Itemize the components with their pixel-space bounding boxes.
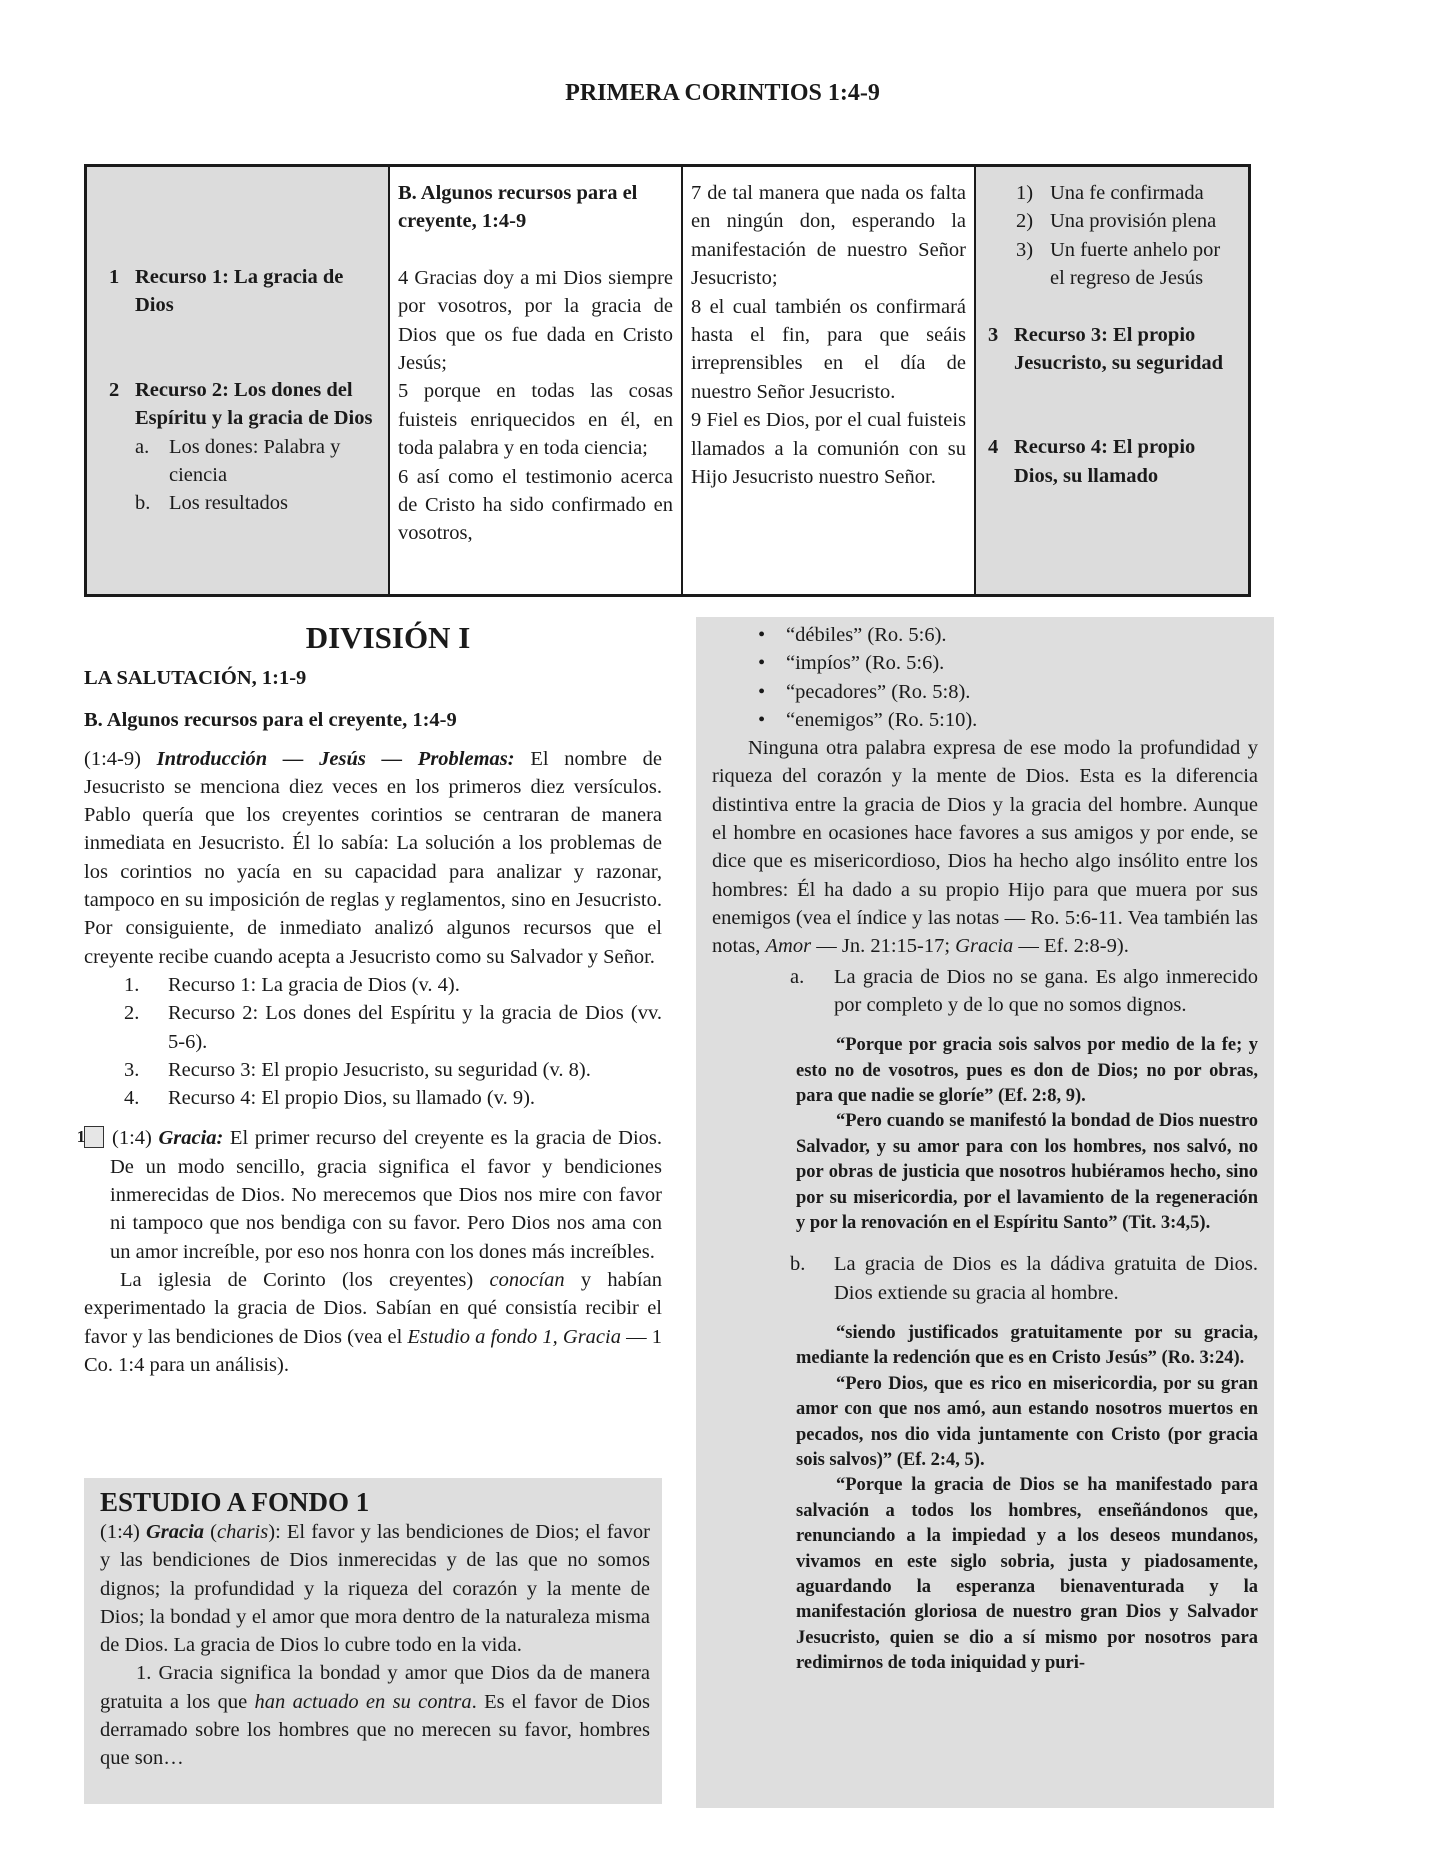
outline-subpoint: b. Los resultados xyxy=(135,492,288,515)
note-paragraph: 1 (1:4) Gracia: El primer recurso del creyente es la gracia de Dios. De un modo sencillo, gracia significa el favor y bendiciones inmerecidas de Dios. No merecemos que Dios nos mire con favor ni tampoco que nos bendiga con su favor. Pero Dios nos ama con un amor increíble, por eso nos honra con los dones más increíbles. xyxy=(76,1127,662,1263)
division-heading: DIVISIÓN I xyxy=(305,620,471,655)
scripture-verse: 5 porque en todas las cosas fuisteis enriquecidos en él, en toda palabra y en toda ciencia; xyxy=(398,380,673,460)
outline-column-scripture xyxy=(388,167,681,594)
left-column xyxy=(76,618,662,1379)
bullet-icon: • xyxy=(758,652,766,675)
outline-subpoint: 2) Una provisión plena xyxy=(1016,210,1217,233)
scripture-verse: 9 Fiel es Dios, por el cual fuisteis llamados a la comunión con su Hijo Jesucristo nuestro Señor. xyxy=(691,409,966,489)
resource-list-item: 4. Recurso 4: El propio Dios, su llamado (v. 9). xyxy=(124,1087,536,1110)
deeper-study-box xyxy=(84,1478,662,1804)
outline-subpoint: 1) Una fe confirmada xyxy=(1016,182,1204,204)
resource-list-item: 1. Recurso 1: La gracia de Dios (v. 4). xyxy=(124,973,460,996)
scripture-quote-block xyxy=(712,1033,1258,1236)
scripture-quote: “Porque la gracia de Dios se ha manifestado para salvación a todos los hombres, enseñándonos que, renunciando a la impiedad y a los deseos mundanos, vivamos en este siglo sobria, justa y piadosamente, aguardando la esperanza bienaventurada y la manifestación gloriosa de nuestro gran Dios y Salvador Jesucristo, quien se dio a sí mismo por nosotros para redimirnos de toda iniquidad y puri- xyxy=(796,1475,1258,1674)
scripture-quote: “Pero Dios, que es rico en misericordia, por su gran amor con que nos amó, aun estando nosotros muertos en pecados, nos dio vida juntamente con Cristo (por gracia sois salvos)” (Ef. 2:4, 5). xyxy=(796,1373,1258,1471)
outline-point: 1 Recurso 1: La gracia de Dios xyxy=(109,266,344,317)
right-column-box xyxy=(696,617,1274,1808)
scripture-verse: 8 el cual también os confirmará hasta el fin, para que seáis irreprensibles en el día de nuestro Señor Jesucristo. xyxy=(691,295,966,403)
outline-column-points-2 xyxy=(974,167,1248,594)
deeper-study-point: 1. Gracia significa la bondad y amor que Dios da de manera gratuita a los que han actuado en su contra. Es el favor de Dios derramado sobre los hombres que no merecen su favor, hombres que son… xyxy=(100,1662,651,1770)
lettered-point: a. La gracia de Dios no se gana. Es algo inmerecido por completo y de lo que no somos dignos. xyxy=(790,965,1258,1016)
scripture-quote: “siendo justificados gratuitamente por su gracia, mediante la redención que es en Cristo Jesús” (Ro. 3:24). xyxy=(796,1323,1258,1369)
deeper-study-title: ESTUDIO A FONDO 1 xyxy=(100,1487,370,1517)
scripture-quote-block xyxy=(712,1321,1258,1677)
bullet-item: • “enemigos” (Ro. 5:10). xyxy=(712,706,1258,734)
bullet-icon: • xyxy=(758,680,766,703)
body-paragraph: Ninguna otra palabra expresa de ese modo la profundidad y riqueza del corazón y la mente de Dios. Esta es la diferencia distintiva entre la gracia de Dios y la gracia del hombre. Aunque el hombre en ocasiones hace favores a sus amigos y por ende, se dice que es misericordioso, Dios ha hecho algo insólito entre los hombres: Él ha dado a su propio Hijo para que muera por sus enemigos (vea el índice y las notas — Ro. 5:6-11. Vea también las notas, Amor — Jn. 21:15-17; Gracia — Ef. 2:8-9). xyxy=(712,737,1258,958)
page-title: PRIMERA CORINTIOS 1:4-9 xyxy=(565,80,880,106)
outline-subpoint: 3) Un fuerte anhelo por el regreso de Jesús xyxy=(1016,238,1221,290)
outline-heading: B. Algunos recursos para el creyente, 1:4-9 xyxy=(398,182,638,233)
bullet-icon: • xyxy=(758,708,766,731)
scripture-quote: “Porque por gracia sois salvos por medio de la fe; y esto no de vosotros, pues es don de Dios; no por obras, para que nadie se gloríe” (Ef. 2:8, 9). xyxy=(796,1035,1258,1106)
outline-point: 4 Recurso 4: El propio Dios, su llamado xyxy=(988,436,1196,487)
bullet-item: • “débiles” (Ro. 5:6). xyxy=(712,621,1258,649)
subsection-heading: B. Algunos recursos para el creyente, 1:4-9 xyxy=(84,709,457,732)
deeper-study-definition: (1:4) Gracia (charis): El favor y las bendiciones de Dios; el favor y las bendiciones de Dios inmerecidas y de las que no somos dignos; la profundidad y la riqueza del corazón y la mente de Dios; la bondad y el amor que mora dentro de la naturaleza misma de Dios. La gracia de Dios lo cubre todo en la vida. xyxy=(100,1521,650,1657)
scripture-verse: 4 Gracias doy a mi Dios siempre por vosotros, por la gracia de Dios que os fue dada en Cristo Jesús; xyxy=(398,266,673,375)
outline-point-marker-icon: 1 xyxy=(84,1126,104,1148)
lettered-point: b. La gracia de Dios es la dádiva gratuita de Dios. Dios extiende su gracia al hombre. xyxy=(790,1253,1258,1304)
scripture-quote: “Pero cuando se manifestó la bondad de Dios nuestro Salvador, y su amor para con los hombres, nos salvó, no por obras de justicia que nosotros hubiéramos hecho, sino por su misericordia, por el lavamiento de la regeneración y por la renovación en el Espíritu Santo” (Tit. 3:4,5). xyxy=(796,1111,1258,1233)
outline-table xyxy=(84,164,1251,597)
outline-point: 2 Recurso 2: Los dones del Espíritu y la gracia de Dios xyxy=(109,378,373,430)
resource-list-item: 2. Recurso 2: Los dones del Espíritu y la gracia de Dios (vv. 5-6). xyxy=(124,1002,662,1053)
intro-paragraph: (1:4-9) Introducción — Jesús — Problemas: El nombre de Jesucristo se menciona diez veces en los primeros diez versículos. Pablo quería que los creyentes corintios se centraran de manera inmediata en Jesucristo. Él lo sabía: La solución a los problemas de los corintios no yacía en su capacidad para analizar y razonar, tampoco en su imposición de reglas y reglamentos, sino en Jesucristo. Por consiguiente, de inmediato analizó algunos recursos que el creyente recibe cuando acepta a Jesucristo como su Salvador y Señor. xyxy=(84,747,662,968)
scripture-verse: 7 de tal manera que nada os falta en ningún don, esperando la manifestación de nuestro Señor Jesucristo; xyxy=(691,182,966,290)
resource-list-item: 3. Recurso 3: El propio Jesucristo, su seguridad (v. 8). xyxy=(124,1058,591,1081)
outline-subpoint: a. Los dones: Palabra y ciencia xyxy=(135,435,341,487)
bullet-icon: • xyxy=(758,624,766,646)
section-heading: LA SALUTACIÓN, 1:1-9 xyxy=(84,667,307,689)
scripture-verse: 6 así como el testimonio acerca de Cristo ha sido confirmado en vosotros, xyxy=(398,465,673,545)
bullet-item: • “pecadores” (Ro. 5:8). xyxy=(712,678,1258,706)
bullet-item: • “impíos” (Ro. 5:6). xyxy=(712,649,1258,677)
body-paragraph: La iglesia de Corinto (los creyentes) conocían y habían experimentado la gracia de Dios. Sabían en qué consistía recibir el favor y las bendiciones de Dios (vea el Estudio a fondo 1, Gracia — 1 Co. 1:4 para un análisis). xyxy=(84,1268,662,1376)
outline-column-scripture-2 xyxy=(681,167,974,594)
outline-point: 3 Recurso 3: El propio Jesucristo, su seguridad xyxy=(988,323,1224,375)
outline-column-points xyxy=(87,167,388,594)
intro-term: Introducción — Jesús — Problemas: xyxy=(156,747,515,770)
